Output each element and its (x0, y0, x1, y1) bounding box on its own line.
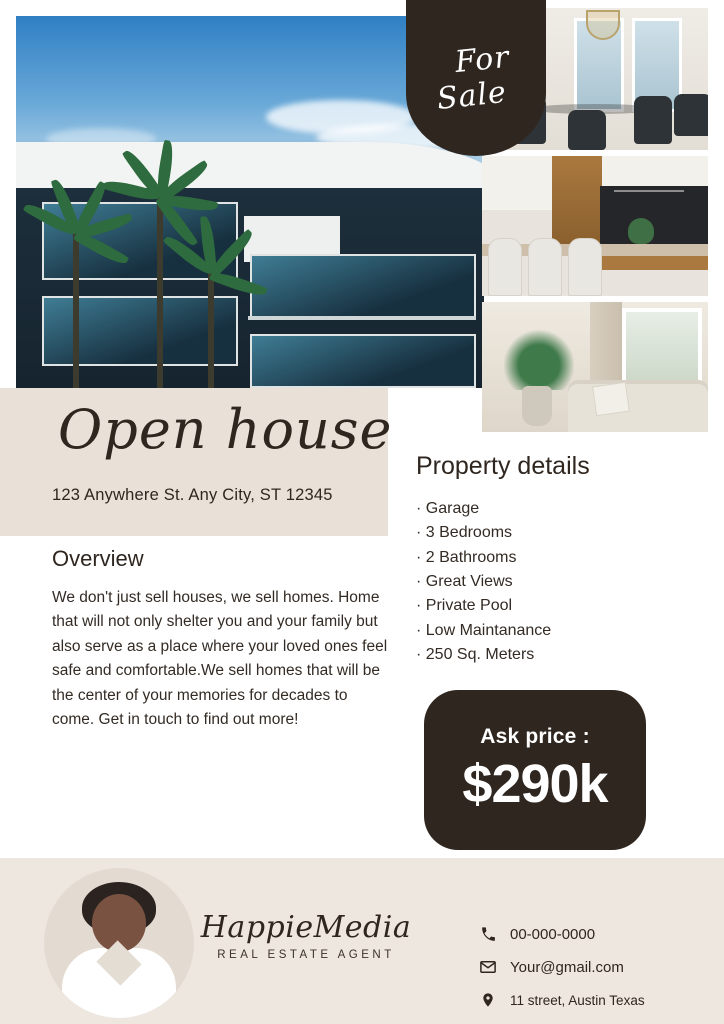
contact-phone-row[interactable] (478, 924, 645, 944)
window (622, 308, 702, 386)
property-address: 123 Anywhere St. Any City, ST 12345 (52, 486, 333, 504)
property-details-section (416, 452, 696, 667)
list-item: · Private Pool (416, 597, 513, 615)
for-sale-line-1: For (452, 39, 511, 80)
list-item: · Great Views (416, 572, 513, 590)
chair (674, 94, 708, 136)
page-title: Open house (58, 398, 393, 461)
location-pin-icon (478, 990, 498, 1010)
window-glass (250, 254, 476, 320)
palm-tree (176, 268, 246, 388)
living-room-photo (482, 302, 708, 432)
list-item: · 250 Sq. Meters (416, 645, 535, 663)
wood-panel (552, 156, 602, 248)
kitchen-photo (482, 156, 708, 296)
ask-price-value: $290k (462, 754, 608, 814)
window-glass (250, 334, 476, 388)
footer (0, 858, 724, 1024)
for-sale-line-2: Sale (435, 74, 509, 117)
avatar (44, 868, 194, 1018)
sofa (568, 380, 708, 432)
pillow (592, 382, 630, 416)
ask-price-card (424, 690, 646, 850)
plant (504, 328, 574, 390)
contact-phone-text: 00-000-0000 (510, 925, 596, 943)
brand-name: HappieMedia (200, 910, 412, 945)
property-details-list (416, 497, 696, 667)
plant (628, 218, 654, 244)
contact-block (478, 924, 645, 1023)
chair (488, 238, 522, 296)
contact-address-text: 11 street, Austin Texas (510, 992, 645, 1008)
phone-icon (478, 924, 498, 944)
chair (634, 96, 672, 144)
palm-tree (36, 228, 116, 388)
balcony-railing (248, 316, 476, 320)
property-details-heading: Property details (416, 452, 590, 480)
overview-body: We don't just sell houses, we sell homes. Home that will not only shelter you and your family but also serve as a place where your loved ones feel safe and comfortable.We sell homes that will be the center of your memories for decades to come. Get in touch to find out more! (52, 589, 388, 729)
utensil-rail (614, 190, 684, 192)
dark-cabinet (600, 186, 708, 244)
brand-role: REAL ESTATE AGENT (217, 949, 395, 961)
contact-email-row[interactable] (478, 957, 645, 977)
list-item: · 3 Bedrooms (416, 524, 513, 542)
contact-address-row[interactable] (478, 990, 645, 1010)
for-sale-badge (406, 0, 546, 156)
list-item: · 2 Bathrooms (416, 548, 517, 566)
vase (522, 386, 552, 426)
ask-price-label: Ask price : (480, 725, 590, 748)
photo-collage (0, 0, 724, 440)
list-item: · Garage (416, 500, 480, 517)
overview-section (52, 546, 388, 733)
mail-icon (478, 957, 498, 977)
chair (528, 238, 562, 296)
list-item: · Low Maintanance (416, 621, 552, 639)
chair (568, 238, 602, 296)
overview-heading: Overview (52, 546, 144, 571)
chair (568, 110, 606, 150)
open-house-banner (0, 388, 393, 536)
brand-block (196, 910, 416, 961)
house-roof (16, 142, 484, 194)
contact-email-text: Your@gmail.com (510, 958, 624, 976)
